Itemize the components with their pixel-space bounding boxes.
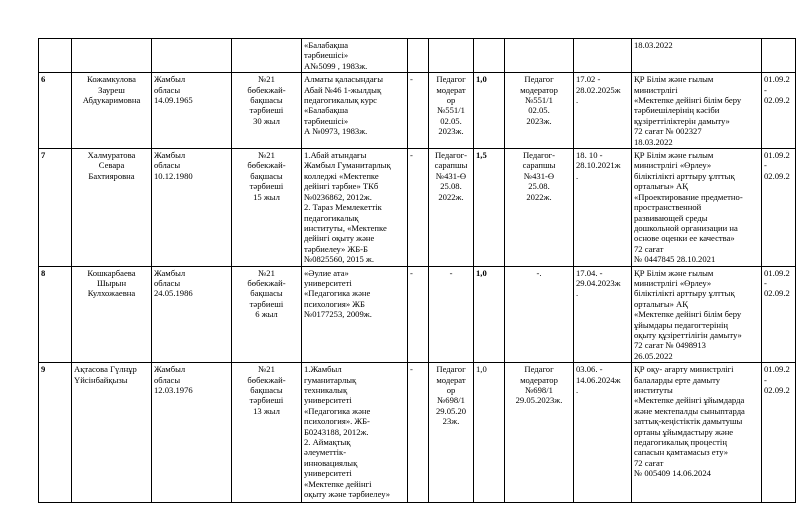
course-dates: 17.04. - 29.04.2023ж . — [574, 266, 632, 363]
position-experience: №21 бөбекжай- бақшасы тәрбиеші 6 жыл — [232, 266, 302, 363]
full-name — [72, 39, 152, 73]
category-previous: Педагог модерат ор №698/1 29.05.20 23ж. — [429, 363, 474, 503]
category-current: Педагог модератор №698/1 29.05.2023ж. — [505, 363, 574, 503]
workload-rate: 1,0 — [474, 266, 505, 363]
workload-rate: 1,0 — [474, 363, 505, 503]
table-row — [39, 73, 796, 149]
region-birthdate: Жамбыл обласы 12.03.1976 — [152, 363, 232, 503]
category-previous: - — [429, 266, 474, 363]
course-dates: 18. 10 - 28.10.2021ж . — [574, 149, 632, 266]
staff-table — [38, 38, 796, 503]
row-number: 6 — [39, 73, 72, 149]
category-previous — [429, 39, 474, 73]
row-number — [39, 39, 72, 73]
row-number: 9 — [39, 363, 72, 503]
region-birthdate: Жамбыл обласы 10.12.1980 — [152, 149, 232, 266]
category-previous: Педагог- сарапшы №431-Ө 25.08. 2022ж. — [429, 149, 474, 266]
course-info: ҚР Білім және ғылым министрлігі «Өрлеу» біліктілікті арттыру ұлттық орталығы» АҚ «Мектепке дейінгі білім беру ұйымдары педагогтерінің оқыту құзіреттілігін дамыту» 72 сағат № 0498913 26.05.2022 — [632, 266, 762, 363]
attestation-dates: 01.09.2 - 02.09.2 — [762, 363, 796, 503]
region-birthdate: Жамбыл обласы 24.05.1986 — [152, 266, 232, 363]
table-row-continuation — [39, 39, 796, 73]
full-name: Кошкарбаева Шырын Кулхожаевна — [72, 266, 152, 363]
col-6: - — [408, 266, 429, 363]
education: 1.Абай атындағы Жамбыл Гуманитарлық колледжі «Мектепке дейінгі тәрбие» ТКб №0236862, 2012ж. 2. Тараз Мемлекеттік педагогикалық институты, «Мектепке дейінгі оқыту және тәрбиелеу» ЖБ-Б №0825560, 2015 ж. — [302, 149, 408, 266]
row-number: 8 — [39, 266, 72, 363]
course-info: ҚР оқу- ағарту министрлігі балаларды ерте дамыту институты «Мектепке дейінгі ұйымдарда және мектепалды сыныптарда заттық-кеңістіктік дамытушы ортаны ұйымдастыру және педагогикалық процестің сапасын қамтамасыз ету» 72 сағат № 005409 14.06.2024 — [632, 363, 762, 503]
education: «Балабақша тәрбиешісі» А№5099 , 1983ж. — [302, 39, 408, 73]
col-6: - — [408, 149, 429, 266]
attestation-dates — [762, 39, 796, 73]
category-previous: Педагог модерат ор №551/1 02.05. 2023ж. — [429, 73, 474, 149]
education: Алматы қаласындағы Абай №46 1-жылдық педагогикалық курс «Балабақша тәрбиешісі» А №0973, 1983ж. — [302, 73, 408, 149]
attestation-dates: 01.09.2 - 02.09.2 — [762, 73, 796, 149]
col-6: - — [408, 73, 429, 149]
workload-rate: 1,0 — [474, 73, 505, 149]
table-row — [39, 266, 796, 363]
table-row — [39, 149, 796, 266]
course-info: 18.03.2022 — [632, 39, 762, 73]
full-name: Халмуратова Севара Бахтияровна — [72, 149, 152, 266]
position-experience — [232, 39, 302, 73]
workload-rate: 1,5 — [474, 149, 505, 266]
row-number: 7 — [39, 149, 72, 266]
full-name: Кожамкулова Зауреш Абдукаримовна — [72, 73, 152, 149]
category-current: Педагог модератор №551/1 02.05. 2023ж. — [505, 73, 574, 149]
full-name: Ақтасова Гүлнұр Үйсінбайқызы — [72, 363, 152, 503]
course-dates — [574, 39, 632, 73]
course-dates: 17.02 - 28.02.2025ж . — [574, 73, 632, 149]
course-info: ҚР Білім және ғылым министрлігі «Мектепке дейінгі білім беру тәрбиешілерінің кәсіби құзіреттіліктерін дамыту» 72 сағат № 002327 18.03.2022 — [632, 73, 762, 149]
education: «Әулие ата» университеті «Педагогика және психология» ЖБ №0177253, 2009ж. — [302, 266, 408, 363]
attestation-dates: 01.09.2 - 02.09.2 — [762, 266, 796, 363]
course-info: ҚР Білім және ғылым министрлігі «Өрлеу» біліктілікті арттыру ұлттық орталығы» АҚ «Проектирование предметно- пространственной развивающей среды дошкольной организации на основе оценки ее качества» 72 сағат № 0447845 28.10.2021 — [632, 149, 762, 266]
col-6 — [408, 39, 429, 73]
category-current: -. — [505, 266, 574, 363]
workload-rate — [474, 39, 505, 73]
region-birthdate: Жамбыл обласы 14.09.1965 — [152, 73, 232, 149]
position-experience: №21 бөбекжай- бақшасы тәрбиеші 13 жыл — [232, 363, 302, 503]
attestation-dates: 01.09.2 - 02.09.2 — [762, 149, 796, 266]
education: 1.Жамбыл гуманитарлық техникалық университеті «Педагогика және психология». ЖБ- Б0243188, 2012ж. 2. Аймақтық әлеуметтік- инновациялық университеті «Мектепке дейінгі оқыту және тәрбиелеу» — [302, 363, 408, 503]
course-dates: 03.06. - 14.06.2024ж . — [574, 363, 632, 503]
category-current: Педагог- сарапшы №431-Ө 25.08. 2022ж. — [505, 149, 574, 266]
position-experience: №21 бөбекжай- бақшасы тәрбиеші 15 жыл — [232, 149, 302, 266]
table-row — [39, 363, 796, 503]
col-6: - — [408, 363, 429, 503]
category-current — [505, 39, 574, 73]
position-experience: №21 бөбекжай- бақшасы тәрбиеші 30 жыл — [232, 73, 302, 149]
region-birthdate — [152, 39, 232, 73]
